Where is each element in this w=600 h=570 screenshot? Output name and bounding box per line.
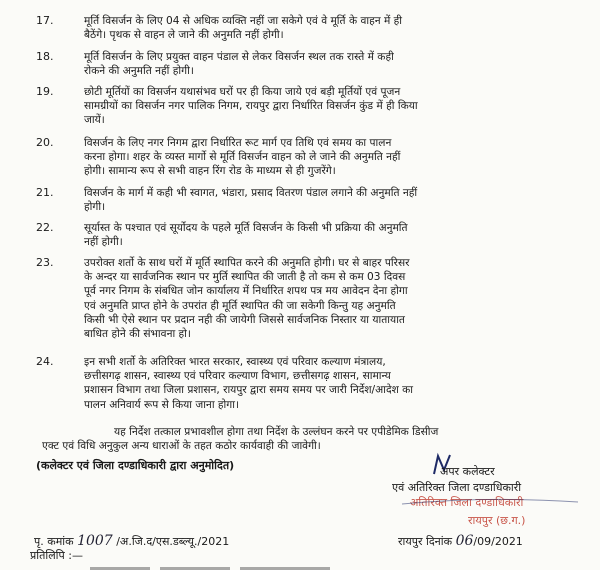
official-stamp-image [400, 492, 580, 530]
condition-line: किसी भी ऐसे स्थान पर प्रदान नही की जायेगी जिससे सार्वजनिक निस्तार या यातायात [84, 313, 405, 326]
svg-text:रायपुर (छ.ग.): रायपुर (छ.ग.) [468, 514, 526, 527]
condition-line: होगी। सामान्य रूप से सभी वाहन रिंग रोड के माध्यम से ही गुजरेंगे। [84, 165, 336, 178]
condition-line: सूर्यास्त के पश्चात एवं सूर्योदय के पहले मूर्ति विसर्जन के किसी भी प्रक्रिया की अनुमति [84, 222, 408, 234]
condition-line: के अन्दर या सार्वजनिक स्थान पर मुर्ति स्थापित की जाती है तो कम से कम 03 दिवस [84, 271, 406, 284]
condition-number: 24. [36, 355, 54, 368]
condition-line: होगी। [84, 201, 106, 214]
place-date: रायपुर दिनांक 06/09/2021 [398, 533, 523, 549]
condition-line: एवं अनुमति प्राप्त होने के उपरांत ही मूर्ति स्थापित की जा सकेगी किन्तु यह अनुमति [84, 299, 396, 312]
cropped-text-fragment [80, 562, 340, 570]
condition-line: उपरोक्त शर्तो के साथ घरों में मूर्ति स्थापित करने की अनुमति होगी। घर से बाहर परिसर [84, 257, 410, 269]
condition-number: 21. [36, 186, 54, 199]
condition-line: प्रशासन विभाग तथा जिला प्रशासन, रायपुर द्वारा समय समय पर जारी निर्देश/आदेश का [84, 384, 414, 397]
condition-line: बैठेंगे। पृथक से वाहन ले जाने की अनुमति नहीं होगी। [84, 29, 284, 42]
condition-number: 18. [36, 50, 54, 63]
condition-text [84, 186, 584, 214]
condition-number: 22. [36, 221, 54, 234]
svg-text:अतिरिक्त जिला दण्डाधिकारी: अतिरिक्त जिला दण्डाधिकारी [410, 496, 524, 509]
condition-text [84, 355, 584, 412]
condition-number: 19. [36, 85, 54, 98]
condition-line: इन सभी शर्तो के अतिरिक्त भारत सरकार, स्वास्थ्य एवं परिवार कल्याण मंत्रालय, [84, 356, 386, 368]
condition-number: 20. [36, 136, 54, 149]
condition-text [84, 256, 584, 341]
approval-note: (कलेक्टर एवं जिला दण्डाधिकारी द्वारा अनुमोदित) [36, 459, 235, 472]
copy-to-label: प्रतिलिपि :— [30, 549, 83, 562]
condition-line: मूर्ति विसर्जन के लिए 04 से अधिक व्यक्ति नहीं जा सकेगे एवं वे मूर्ति के वाहन में ही [84, 15, 403, 27]
condition-line: छत्तीसगढ़ शासन, स्वास्थ्य एवं परिवार कल्याण विभाग, छत्तीसगढ़ शासन, सामान्य [84, 370, 391, 383]
condition-line: विसर्जन के लिए नगर निगम द्वारा निर्धारित रूट मार्ग एव तिथि एवं समय का पालन [84, 137, 392, 149]
closing-line: एक्ट एवं विधि अनुकुल अन्य धाराओं के तहत कठोर कार्यवाही की जावेगी। [42, 440, 321, 453]
condition-text [84, 85, 584, 128]
handwritten-ref-number: 1007 [77, 533, 113, 549]
handwritten-date-day: 06 [455, 533, 474, 549]
condition-line: जायें। [84, 114, 105, 127]
signature-designation: अपर कलेक्टर [440, 465, 495, 478]
condition-number: 17. [36, 14, 54, 27]
condition-text [84, 50, 584, 78]
condition-line: रोकने की अनुमति नहीं होगी। [84, 65, 194, 78]
condition-text [84, 221, 584, 249]
condition-text [84, 14, 584, 42]
signature-block [380, 452, 590, 542]
condition-line: विसर्जन के मार्ग में कही भी स्वागत, भंडारा, प्रसाद वितरण पंडाल लगाने की अनुमति नहीं [84, 187, 418, 199]
reference-number: पृ. कमांक 1007 /अ.जि.द/एस.डब्ल्यू./2021 [34, 533, 230, 549]
condition-text [84, 136, 584, 179]
condition-number: 23. [36, 256, 54, 269]
condition-line: मूर्ति विसर्जन के लिए प्रयुक्त वाहन पंडाल से लेकर विसर्जन स्थल तक रास्ते में कही [84, 51, 394, 63]
condition-line: सामग्रीयों का विसर्जन नगर पालिक निगम, रायपुर द्वारा निर्धारित विसर्जन कुंड में ही किया [84, 100, 418, 113]
signature-designation-2: एवं अतिरिक्त जिला दण्डाधिकारी [392, 481, 522, 494]
closing-paragraph [42, 425, 590, 453]
condition-line: नहीं होगी। [84, 236, 123, 249]
condition-line: पूर्व नगर निगम के संबधित जोन कार्यालय में निर्धारित शपथ पत्र मय आवेदन देना होगा [84, 285, 408, 298]
condition-line: छोटी मूर्तियों का विसर्जन यथासंभव घरों पर ही किया जाये एवं बड़ी मूर्तियों एवं पूजन [84, 86, 401, 98]
condition-line: बाधित होने की संभावना हो। [84, 328, 191, 341]
condition-line: पालन अनिवार्य रूप से किया जाना होगा। [84, 398, 240, 411]
condition-line: करना होगा। शहर के व्यस्त मार्गो से मूर्ति विसर्जन वाहन को ले जाने की अनुमति नहीं [84, 151, 401, 164]
closing-line: यह निर्देश तत्काल प्रभावशील होगा तथा निर्देश के उल्लंघन करने पर एपीडेमिक डिसीज [114, 426, 439, 438]
